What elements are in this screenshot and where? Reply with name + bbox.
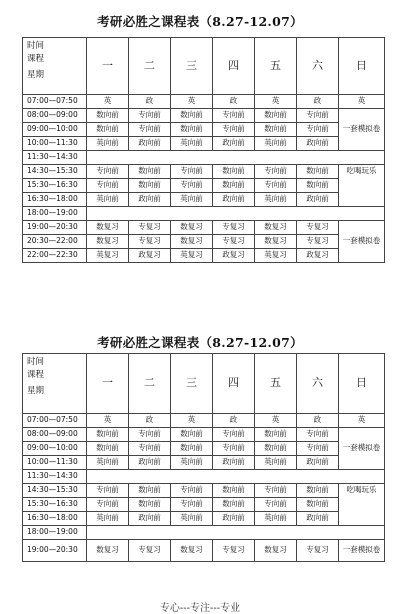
table-row <box>23 109 385 123</box>
course-cell: 英向前 <box>171 137 213 151</box>
course-cell: 专复习 <box>213 221 255 235</box>
course-cell: 数向前 <box>255 428 297 442</box>
course-cell: 政向前 <box>213 193 255 207</box>
header-row <box>23 38 385 95</box>
time-cell: 15:30—16:30 <box>23 498 87 512</box>
table-row <box>23 540 385 562</box>
course-cell: 数复习 <box>255 235 297 249</box>
course-cell: 政 <box>213 414 255 428</box>
page-title-repeat: 考研必胜之课程表（8.27-12.07） <box>97 335 303 350</box>
sunday-note-afternoon: 吃喝玩乐 <box>339 484 385 526</box>
day-header: 六 <box>297 354 339 414</box>
time-cell: 09:00—10:00 <box>23 123 87 137</box>
page-footer: 专心---专注---专业 <box>159 603 241 614</box>
course-cell: 政 <box>129 95 171 109</box>
corner-label-course: 课程 <box>27 54 45 64</box>
course-cell: 专复习 <box>297 221 339 235</box>
course-cell: 数向前 <box>171 442 213 456</box>
day-header: 五 <box>255 38 297 95</box>
course-cell: 政向前 <box>297 193 339 207</box>
course-cell: 政向前 <box>129 456 171 470</box>
course-cell: 专向前 <box>213 442 255 456</box>
course-cell: 英 <box>339 95 385 109</box>
time-cell: 20:30—22:00 <box>23 235 87 249</box>
course-cell: 专向前 <box>297 109 339 123</box>
sunday-note-afternoon: 吃喝玩乐 <box>339 165 385 207</box>
course-cell: 英 <box>87 414 129 428</box>
course-cell: 英向前 <box>87 512 129 526</box>
course-cell: 英向前 <box>87 193 129 207</box>
time-cell: 18:00—19:00 <box>23 526 87 540</box>
table-row <box>23 221 385 235</box>
day-header: 一 <box>87 354 129 414</box>
time-cell: 22:00—22:30 <box>23 249 87 263</box>
course-cell: 专向前 <box>213 123 255 137</box>
table-row <box>23 235 385 249</box>
break-cell <box>87 151 385 165</box>
day-header: 一 <box>87 38 129 95</box>
course-cell: 政 <box>213 95 255 109</box>
table-row <box>23 95 385 109</box>
course-cell: 政复习 <box>129 249 171 263</box>
course-cell: 数复习 <box>87 221 129 235</box>
corner-label-time: 时间 <box>27 357 45 367</box>
sunday-note-evening: 一套模拟卷 <box>339 221 385 263</box>
course-cell: 专向前 <box>255 484 297 498</box>
table-row-break <box>23 151 385 165</box>
course-cell: 英向前 <box>255 456 297 470</box>
time-cell: 19:00—20:30 <box>23 221 87 235</box>
day-header: 四 <box>213 354 255 414</box>
table-row <box>23 484 385 498</box>
course-cell: 专向前 <box>129 123 171 137</box>
course-cell: 英向前 <box>87 456 129 470</box>
course-cell: 数向前 <box>129 165 171 179</box>
break-cell <box>87 526 385 540</box>
course-cell: 专向前 <box>87 484 129 498</box>
course-cell: 数向前 <box>129 179 171 193</box>
corner-header <box>23 354 87 414</box>
corner-header <box>23 38 87 95</box>
day-header: 三 <box>171 354 213 414</box>
course-cell: 政向前 <box>297 456 339 470</box>
time-cell: 10:00—11:30 <box>23 456 87 470</box>
course-cell: 英向前 <box>255 193 297 207</box>
time-cell: 19:00—20:30 <box>23 540 87 562</box>
course-cell: 专复习 <box>129 221 171 235</box>
course-cell: 政向前 <box>213 456 255 470</box>
corner-label-time: 时间 <box>27 41 45 51</box>
course-cell: 数复习 <box>171 221 213 235</box>
table-row <box>23 137 385 151</box>
table-row-break <box>23 526 385 540</box>
course-cell: 专向前 <box>87 165 129 179</box>
table-row <box>23 193 385 207</box>
course-cell: 政 <box>297 95 339 109</box>
time-cell: 10:00—11:30 <box>23 137 87 151</box>
table-row <box>23 249 385 263</box>
table-row <box>23 179 385 193</box>
course-cell: 数向前 <box>129 484 171 498</box>
break-cell <box>87 207 385 221</box>
course-cell: 数向前 <box>297 165 339 179</box>
course-cell: 英 <box>171 414 213 428</box>
time-cell: 14:30—15:30 <box>23 484 87 498</box>
day-header: 日 <box>339 38 385 95</box>
course-cell: 数向前 <box>255 442 297 456</box>
course-cell: 专向前 <box>129 428 171 442</box>
table-row-break <box>23 470 385 484</box>
time-cell: 16:30—18:00 <box>23 193 87 207</box>
course-cell: 数复习 <box>87 540 129 562</box>
course-cell: 专复习 <box>129 540 171 562</box>
course-cell: 英复习 <box>255 249 297 263</box>
course-cell: 政 <box>297 414 339 428</box>
sunday-note-morning: 一套模拟卷 <box>339 109 385 151</box>
time-cell: 08:00—09:00 <box>23 109 87 123</box>
table-row-break <box>23 207 385 221</box>
course-cell: 数向前 <box>213 165 255 179</box>
break-cell <box>87 470 385 484</box>
course-cell: 政向前 <box>213 137 255 151</box>
course-cell: 专向前 <box>255 179 297 193</box>
course-cell: 专复习 <box>213 235 255 249</box>
day-header: 日 <box>339 354 385 414</box>
course-cell: 数向前 <box>297 179 339 193</box>
course-cell: 专复习 <box>297 540 339 562</box>
table-row <box>23 165 385 179</box>
course-cell: 数复习 <box>171 235 213 249</box>
table-row <box>23 498 385 512</box>
day-header: 二 <box>129 38 171 95</box>
course-cell: 英向前 <box>87 137 129 151</box>
course-cell: 专向前 <box>213 109 255 123</box>
time-cell: 07:00—07:50 <box>23 95 87 109</box>
course-cell: 专复习 <box>213 540 255 562</box>
corner-label-weekday: 星期 <box>27 386 45 396</box>
time-cell: 18:00—19:00 <box>23 207 87 221</box>
course-cell: 专复习 <box>129 235 171 249</box>
course-cell: 英向前 <box>171 456 213 470</box>
table-row <box>23 442 385 456</box>
header-row <box>23 354 385 414</box>
course-cell: 专向前 <box>129 442 171 456</box>
course-cell: 数向前 <box>129 498 171 512</box>
time-cell: 09:00—10:00 <box>23 442 87 456</box>
course-cell: 专复习 <box>297 235 339 249</box>
schedule-table <box>22 37 385 263</box>
course-cell: 数向前 <box>171 428 213 442</box>
table-row <box>23 428 385 442</box>
time-cell: 08:00—09:00 <box>23 428 87 442</box>
course-cell: 政 <box>129 414 171 428</box>
course-cell: 数向前 <box>87 428 129 442</box>
corner-label-weekday: 星期 <box>27 70 45 80</box>
corner-label-course: 课程 <box>27 370 45 380</box>
course-cell: 数向前 <box>297 498 339 512</box>
course-cell: 数向前 <box>87 442 129 456</box>
time-cell: 15:30—16:30 <box>23 179 87 193</box>
course-cell: 专向前 <box>297 442 339 456</box>
course-cell: 数复习 <box>255 540 297 562</box>
sunday-note-morning: 一套模拟卷 <box>339 428 385 470</box>
course-cell: 英向前 <box>171 512 213 526</box>
sunday-note-evening: 一套模拟卷 <box>339 540 385 562</box>
course-cell: 英 <box>339 414 385 428</box>
course-cell: 数向前 <box>171 123 213 137</box>
day-header: 四 <box>213 38 255 95</box>
course-cell: 英 <box>255 414 297 428</box>
course-cell: 英复习 <box>87 249 129 263</box>
schedule-table-repeat <box>22 353 385 562</box>
course-cell: 政向前 <box>213 512 255 526</box>
course-cell: 数向前 <box>213 179 255 193</box>
course-cell: 数复习 <box>171 540 213 562</box>
day-header: 五 <box>255 354 297 414</box>
course-cell: 政向前 <box>129 512 171 526</box>
course-cell: 政向前 <box>129 193 171 207</box>
course-cell: 政复习 <box>297 249 339 263</box>
table-row <box>23 456 385 470</box>
course-cell: 数向前 <box>87 109 129 123</box>
course-cell: 数向前 <box>87 123 129 137</box>
day-header: 二 <box>129 354 171 414</box>
course-cell: 政向前 <box>129 137 171 151</box>
time-cell: 11:30—14:30 <box>23 470 87 484</box>
course-cell: 数向前 <box>297 484 339 498</box>
course-cell: 数复习 <box>87 235 129 249</box>
course-cell: 专向前 <box>171 484 213 498</box>
course-cell: 数向前 <box>171 109 213 123</box>
course-cell: 英向前 <box>255 137 297 151</box>
course-cell: 英 <box>255 95 297 109</box>
course-cell: 专向前 <box>297 123 339 137</box>
course-cell: 专向前 <box>255 165 297 179</box>
course-cell: 专向前 <box>87 179 129 193</box>
day-header: 六 <box>297 38 339 95</box>
course-cell: 数向前 <box>255 109 297 123</box>
course-cell: 政复习 <box>213 249 255 263</box>
course-cell: 专向前 <box>171 165 213 179</box>
course-cell: 数向前 <box>213 498 255 512</box>
course-cell: 英向前 <box>255 512 297 526</box>
course-cell: 数向前 <box>255 123 297 137</box>
course-cell: 专向前 <box>213 428 255 442</box>
time-cell: 16:30—18:00 <box>23 512 87 526</box>
time-cell: 07:00—07:50 <box>23 414 87 428</box>
table-row <box>23 414 385 428</box>
course-cell: 政向前 <box>297 512 339 526</box>
time-cell: 11:30—14:30 <box>23 151 87 165</box>
time-cell: 14:30—15:30 <box>23 165 87 179</box>
course-cell: 专向前 <box>171 498 213 512</box>
course-cell: 专向前 <box>255 498 297 512</box>
course-cell: 数复习 <box>255 221 297 235</box>
course-cell: 英 <box>87 95 129 109</box>
course-cell: 英 <box>171 95 213 109</box>
course-cell: 政向前 <box>297 137 339 151</box>
course-cell: 英向前 <box>171 193 213 207</box>
course-cell: 专向前 <box>297 428 339 442</box>
page-title: 考研必胜之课程表（8.27-12.07） <box>97 14 303 29</box>
day-header: 三 <box>171 38 213 95</box>
course-cell: 专向前 <box>129 109 171 123</box>
course-cell: 数向前 <box>213 484 255 498</box>
course-cell: 英复习 <box>171 249 213 263</box>
table-row <box>23 512 385 526</box>
table-row <box>23 123 385 137</box>
course-cell: 专向前 <box>87 498 129 512</box>
course-cell: 专向前 <box>171 179 213 193</box>
